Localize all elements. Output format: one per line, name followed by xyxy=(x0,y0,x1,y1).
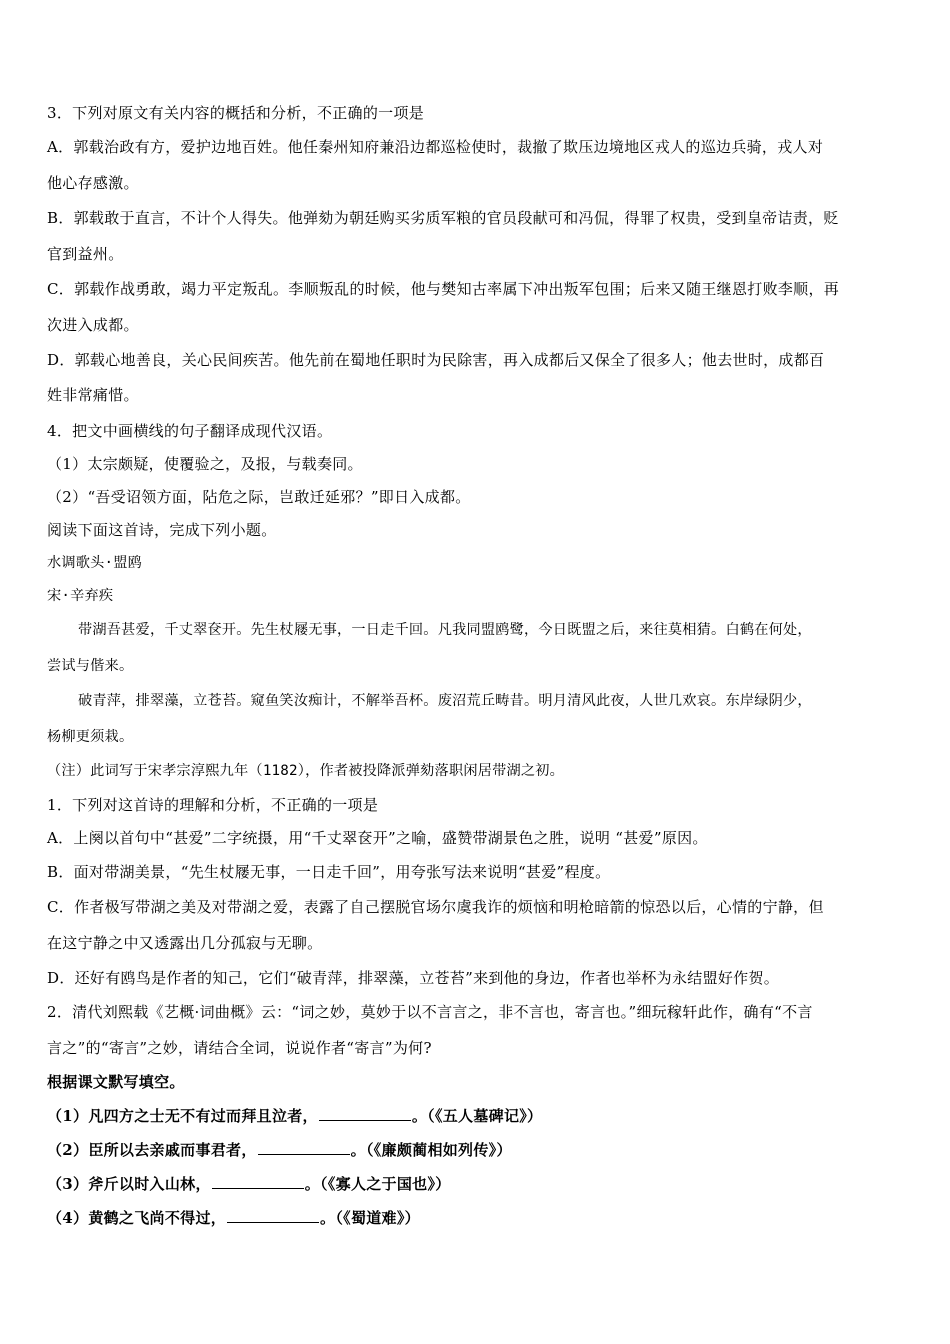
pq1-option-c: C．作者极写带湖之美及对带湖之爱，表露了自己摆脱官场尔虞我诈的烦恼和明枪暗箭的惊恐以后，心情的宁静，但 xyxy=(47,898,824,916)
q3-option-b-cont: 官到益州。 xyxy=(47,245,124,263)
answer-blank[interactable] xyxy=(258,1139,350,1155)
fill-item-3 xyxy=(47,1173,914,1194)
pq1-option-d: D．还好有鸥鸟是作者的知己，它们“破青萍，排翠藻，立苍苔”来到他的身边，作者也举杯为永结盟好作贺。 xyxy=(47,969,780,987)
fill-item-source: 。（《廉颇蔺相如列传》） xyxy=(350,1141,512,1159)
fill-blank-heading: 根据课文默写填空。 xyxy=(47,1073,185,1091)
pq1-option-c-cont: 在这宁静之中又透露出几分孤寂与无聊。 xyxy=(47,934,323,952)
q3-option-d-cont: 姓非常痛惜。 xyxy=(47,386,139,404)
q3-option-b: B．郭载敢于直言，不计个人得失。他弹劾为朝廷购买劣质军粮的官员段献可和冯侃，得罪了权贵，受到皇帝诘责，贬 xyxy=(47,209,839,227)
question-4-stem: 4．把文中画横线的句子翻译成现代汉语。 xyxy=(47,422,333,440)
fill-item-prompt: （1）凡四方之士无不有过而拜且泣者， xyxy=(47,1107,318,1125)
fill-item-source: 。（《寡人之于国也》） xyxy=(304,1175,451,1193)
q3-option-c: C．郭载作战勇敢，竭力平定叛乱。李顺叛乱的时候，他与樊知古率属下冲出叛军包围；后来又随王继恩打败李顺，再 xyxy=(47,280,840,298)
q3-option-a-cont: 他心存感激。 xyxy=(47,174,139,192)
fill-item-1 xyxy=(47,1105,914,1126)
fill-item-source: 。（《五人墓碑记》） xyxy=(411,1107,543,1125)
fill-item-prompt: （4）黄鹤之飞尚不得过， xyxy=(47,1209,227,1227)
q4-sentence-1: （1）太宗颇疑，使覆验之，及报，与载奏同。 xyxy=(47,455,363,473)
poem-question-2: 2．清代刘熙载《艺概·词曲概》云：“词之妙，莫妙于以不言言之，非不言也，寄言也。”细玩稼轩此作，确有“不言 xyxy=(47,1003,813,1021)
q3-option-d: D．郭载心地善良，关心民间疾苦。他先前在蜀地任职时为民除害，再入成都后又保全了很多人；他去世时，成都百 xyxy=(47,351,825,369)
answer-blank[interactable] xyxy=(319,1105,411,1121)
poem-stanza-1: 带湖吾甚爱，千丈翠奁开。先生杖屦无事，一日走千回。凡我同盟鸥鹭，今日既盟之后，来往莫相猜。白鹤在何处， xyxy=(78,622,812,638)
fill-item-source: 。（《蜀道难》） xyxy=(320,1209,420,1227)
poem-stanza-2-cont: 杨柳更须栽。 xyxy=(47,729,134,745)
fill-item-2 xyxy=(47,1139,914,1160)
question-3-stem: 3．下列对原文有关内容的概括和分析，不正确的一项是 xyxy=(47,104,425,122)
poem-question-2-cont: 言之”的“寄言”之妙，请结合全词，说说作者“寄言”为何? xyxy=(47,1039,432,1057)
poem-question-1-stem: 1．下列对这首诗的理解和分析，不正确的一项是 xyxy=(47,796,379,814)
poem-title: 水调歌头·盟鸥 xyxy=(47,555,143,571)
pq1-option-a: A．上阕以首句中“甚爱”二字统摄，用“千丈翠奁开”之喻，盛赞带湖景色之胜，说明 “甚爱”原因。 xyxy=(47,829,708,847)
poem-note: （注）此词写于宋孝宗淳熙九年（1182），作者被投降派弹劾落职闲居带湖之初。 xyxy=(47,763,565,779)
fill-item-4 xyxy=(47,1207,914,1228)
reading-instruction: 阅读下面这首诗，完成下列小题。 xyxy=(47,521,277,539)
answer-blank[interactable] xyxy=(227,1207,319,1223)
q3-option-c-cont: 次进入成都。 xyxy=(47,316,139,334)
poem-stanza-2: 破青萍，排翠藻，立苍苔。窥鱼笑汝痴计，不解举吾杯。废沼荒丘畴昔。明月清风此夜，人世几欢哀。东岸绿阴少， xyxy=(78,693,812,709)
answer-blank[interactable] xyxy=(212,1173,304,1189)
poem-author: 宋·辛弃疾 xyxy=(47,588,114,604)
fill-item-prompt: （3）斧斤以时入山林， xyxy=(47,1175,211,1193)
pq1-option-b: B．面对带湖美景，“先生杖屦无事，一日走千回”，用夸张写法来说明“甚爱”程度。 xyxy=(47,863,611,881)
q4-sentence-2: （2）“吾受诏领方面，阽危之际，岂敢迁延邪？”即日入成都。 xyxy=(47,488,471,506)
q3-option-a: A．郭载治政有方，爱护边地百姓。他任秦州知府兼沿边都巡检使时，裁撤了欺压边境地区戎人的巡边兵骑，戎人对 xyxy=(47,138,824,156)
poem-stanza-1-cont: 尝试与偕来。 xyxy=(47,658,134,674)
fill-item-prompt: （2）臣所以去亲戚而事君者， xyxy=(47,1141,257,1159)
